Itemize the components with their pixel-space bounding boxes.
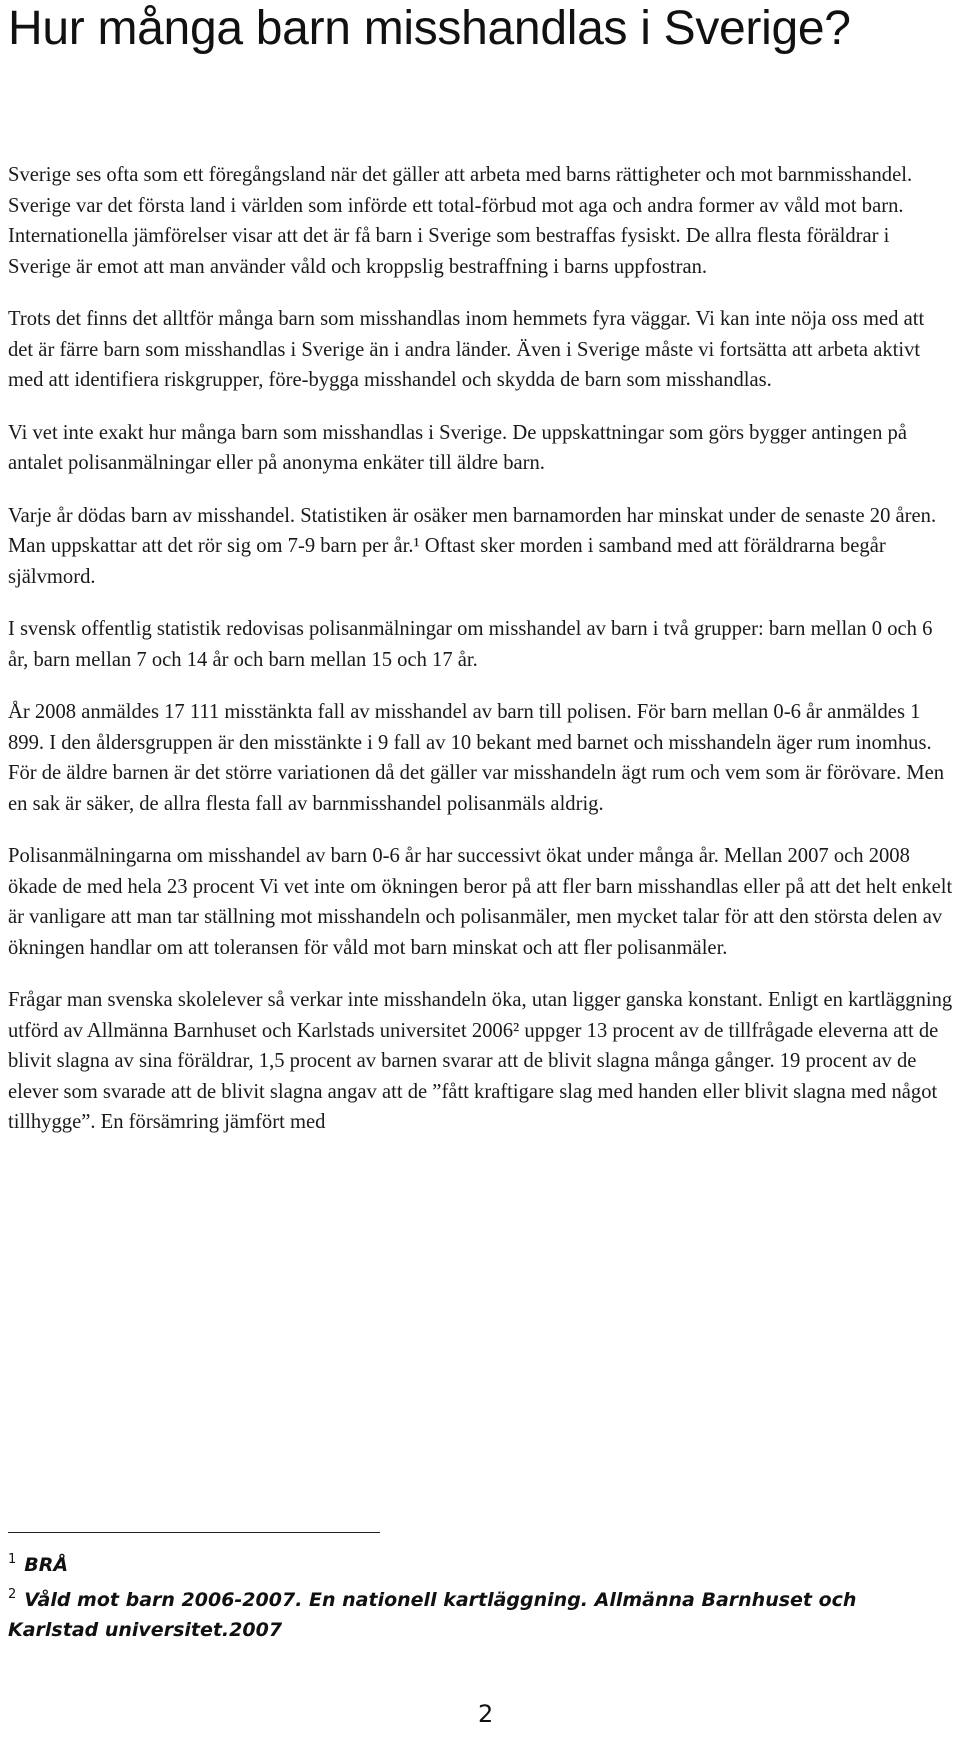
body-text [8, 160, 953, 1160]
footnotes [8, 1532, 953, 1645]
paragraph-6: År 2008 anmäldes 17 111 misstänkta fall av misshandel av barn till polisen. För barn mellan 0-6 år anmäldes 1 899. I den åldersgruppen är den misstänkte i 9 fall av 10 bekant med barnet och misshandeln äger rum inomhus. För de äldre barnen är det större variationen då det gäller var misshandeln ägt rum och vem som är förövare. Men en sak är säker, de allra flesta fall av barnmisshandel polisanmäls aldrig. [8, 701, 945, 815]
page-number: 2 [478, 1700, 494, 1728]
footnote-text: Våld mot barn 2006-2007. En nationell kartläggning. Allmänna Barnhuset och Karlstad universitet.2007 [8, 1589, 857, 1641]
document-page [8, 0, 953, 1741]
paragraph-4: Varje år dödas barn av misshandel. Statistiken är osäker men barnamorden har minskat under de senaste 20 åren. Man uppskattar att det rör sig om 7-9 barn per år.¹ Oftast sker morden i samband med att föräldrarna begår självmord. [8, 504, 937, 588]
footnote-mark: 2 [8, 1587, 17, 1602]
paragraph-5: I svensk offentlig statistik redovisas polisanmälningar om misshandel av barn i två grupper: barn mellan 0 och 6 år, barn mellan 7 och 14 år och barn mellan 15 och 17 år. [8, 618, 933, 671]
footnote-separator [8, 1532, 380, 1533]
paragraph-7: Polisanmälningarna om misshandel av barn 0-6 år har successivt ökat under många år. Mellan 2007 och 2008 ökade de med hela 23 procent Vi vet inte om ökningen beror på att fler barn misshandlas eller på att det helt enkelt är vanligare att man tar ställning mot misshandeln och polisanmäler, men mycket talar för att den största delen av ökningen handlar om att toleransen för våld mot barn minskat och att fler polisanmäler. [8, 845, 953, 959]
footnote-1 [8, 1545, 953, 1580]
page-title: Hur många barn misshandlas i Sverige? [8, 2, 851, 55]
footnote-text: BRÅ [24, 1554, 69, 1576]
footnote-mark: 1 [8, 1552, 17, 1567]
footnote-2 [8, 1580, 953, 1645]
paragraph-3: Vi vet inte exakt hur många barn som misshandlas i Sverige. De uppskattningar som görs bygger antingen på antalet polisanmälningar eller på anonyma enkäter till äldre barn. [8, 421, 907, 474]
paragraph-1: Sverige ses ofta som ett föregångsland när det gäller att arbeta med barns rättigheter och mot barnmisshandel. Sverige var det första land i världen som införde ett total-förbud mot aga och andra former av våld mot barn. Internationella jämförelser visar att det är få barn i Sverige som bestraffas fysiskt. De allra flesta föräldrar i Sverige är emot att man använder våld och kroppslig bestraffning i barns uppfostran. [8, 164, 913, 278]
paragraph-2: Trots det finns det alltför många barn som misshandlas inom hemmets fyra väggar. Vi kan inte nöja oss med att det är färre barn som misshandlas i Sverige än i andra länder. Även i Sverige måste vi fortsätta att arbeta aktivt med att identifiera riskgrupper, före-bygga misshandel och skydda de barn som misshandlas. [8, 308, 925, 391]
paragraph-8: Frågar man svenska skolelever så verkar inte misshandeln öka, utan ligger ganska konstant. Enligt en kartläggning utförd av Allmänna Barnhuset och Karlstads universitet 2006² uppger 13 procent av de tillfrågade eleverna att de blivit slagna av sina föräldrar, 1,5 procent av barnen svarar att de blivit slagna många gånger. 19 procent av de elever som svarade att de blivit slagna angav att de ”fått kraftigare slag med handen eller blivit slagna med något tillhygge”. En försämring jämfört med [8, 989, 953, 1133]
